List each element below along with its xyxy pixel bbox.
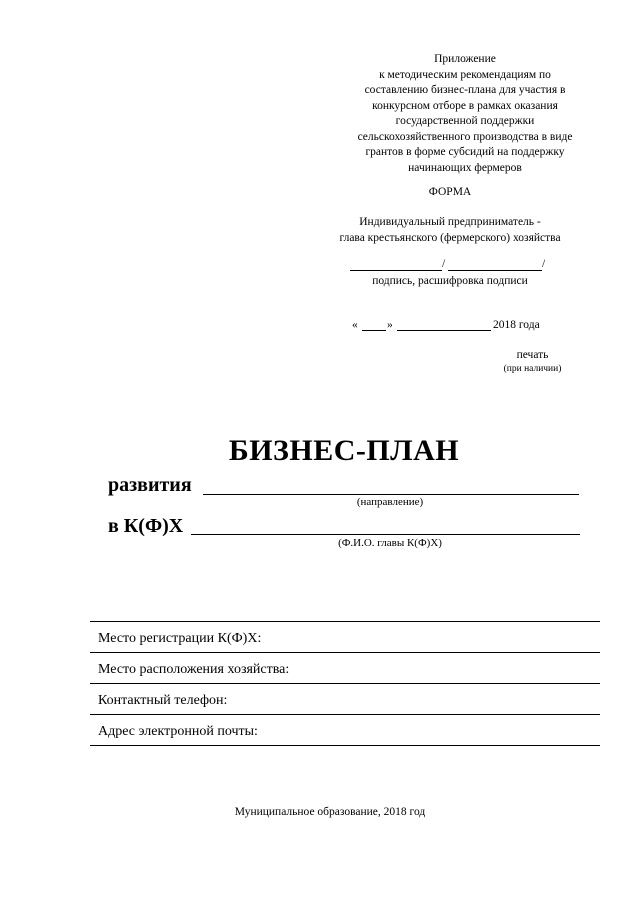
appendix-line: сельскохозяйственного производства в виде xyxy=(357,130,573,143)
date-day-blank xyxy=(362,330,386,331)
approval-line-1: Индивидуальный предприниматель - xyxy=(359,216,541,228)
date-close-quote: » xyxy=(387,319,393,331)
farm-blank xyxy=(191,534,580,535)
date-line xyxy=(352,318,552,334)
field-phone[interactable] xyxy=(90,684,600,715)
form-label: ФОРМА xyxy=(428,186,472,198)
date-month-blank xyxy=(397,330,491,331)
farm-label: в К(Ф)Х xyxy=(108,515,184,537)
page-title: БИЗНЕС-ПЛАН xyxy=(228,434,460,467)
signature-slash-end: / xyxy=(542,258,546,270)
appendix-line: составлению бизнес-плана для участия в xyxy=(364,84,566,96)
field-registration[interactable] xyxy=(90,622,600,653)
field-label: Контактный телефон: xyxy=(98,693,228,708)
farm-caption: (Ф.И.О. главы К(Ф)Х) xyxy=(338,537,442,549)
appendix-line: к методическим рекомендациям по xyxy=(379,68,551,81)
signature-line xyxy=(350,258,546,271)
seal-label: печать xyxy=(516,349,549,361)
signature-slash: / xyxy=(442,258,446,270)
field-label: Адрес электронной почты: xyxy=(98,724,258,739)
signature-caption: подпись, расшифровка подписи xyxy=(372,275,528,287)
appendix-line: Приложение xyxy=(434,53,496,65)
appendix-block xyxy=(330,52,600,176)
field-location[interactable] xyxy=(90,653,600,684)
approval-line-2: глава крестьянского (фермерского) хозяйства xyxy=(339,231,561,244)
appendix-line: грантов в форме субсидий на поддержку xyxy=(365,146,565,158)
footer-municipality: Муниципальное образование, 2018 год xyxy=(234,806,426,818)
field-email[interactable] xyxy=(90,715,600,746)
development-label: развития xyxy=(108,474,192,496)
appendix-line: государственной поддержки xyxy=(395,115,535,127)
date-year: 2018 года xyxy=(493,319,540,331)
appendix-line: начинающих фермеров xyxy=(408,161,522,174)
signature-blank-left xyxy=(350,270,442,271)
development-caption: (направление) xyxy=(356,496,424,508)
field-label: Место регистрации К(Ф)Х: xyxy=(98,631,262,646)
approval-block xyxy=(310,215,590,246)
development-blank xyxy=(203,494,579,495)
appendix-line: конкурсном отборе в рамках оказания xyxy=(372,99,558,112)
date-open-quote: « xyxy=(352,319,358,331)
field-label: Место расположения хозяйства: xyxy=(98,662,290,677)
seal-note: (при наличии) xyxy=(503,364,562,374)
signature-blank-right xyxy=(448,270,542,271)
